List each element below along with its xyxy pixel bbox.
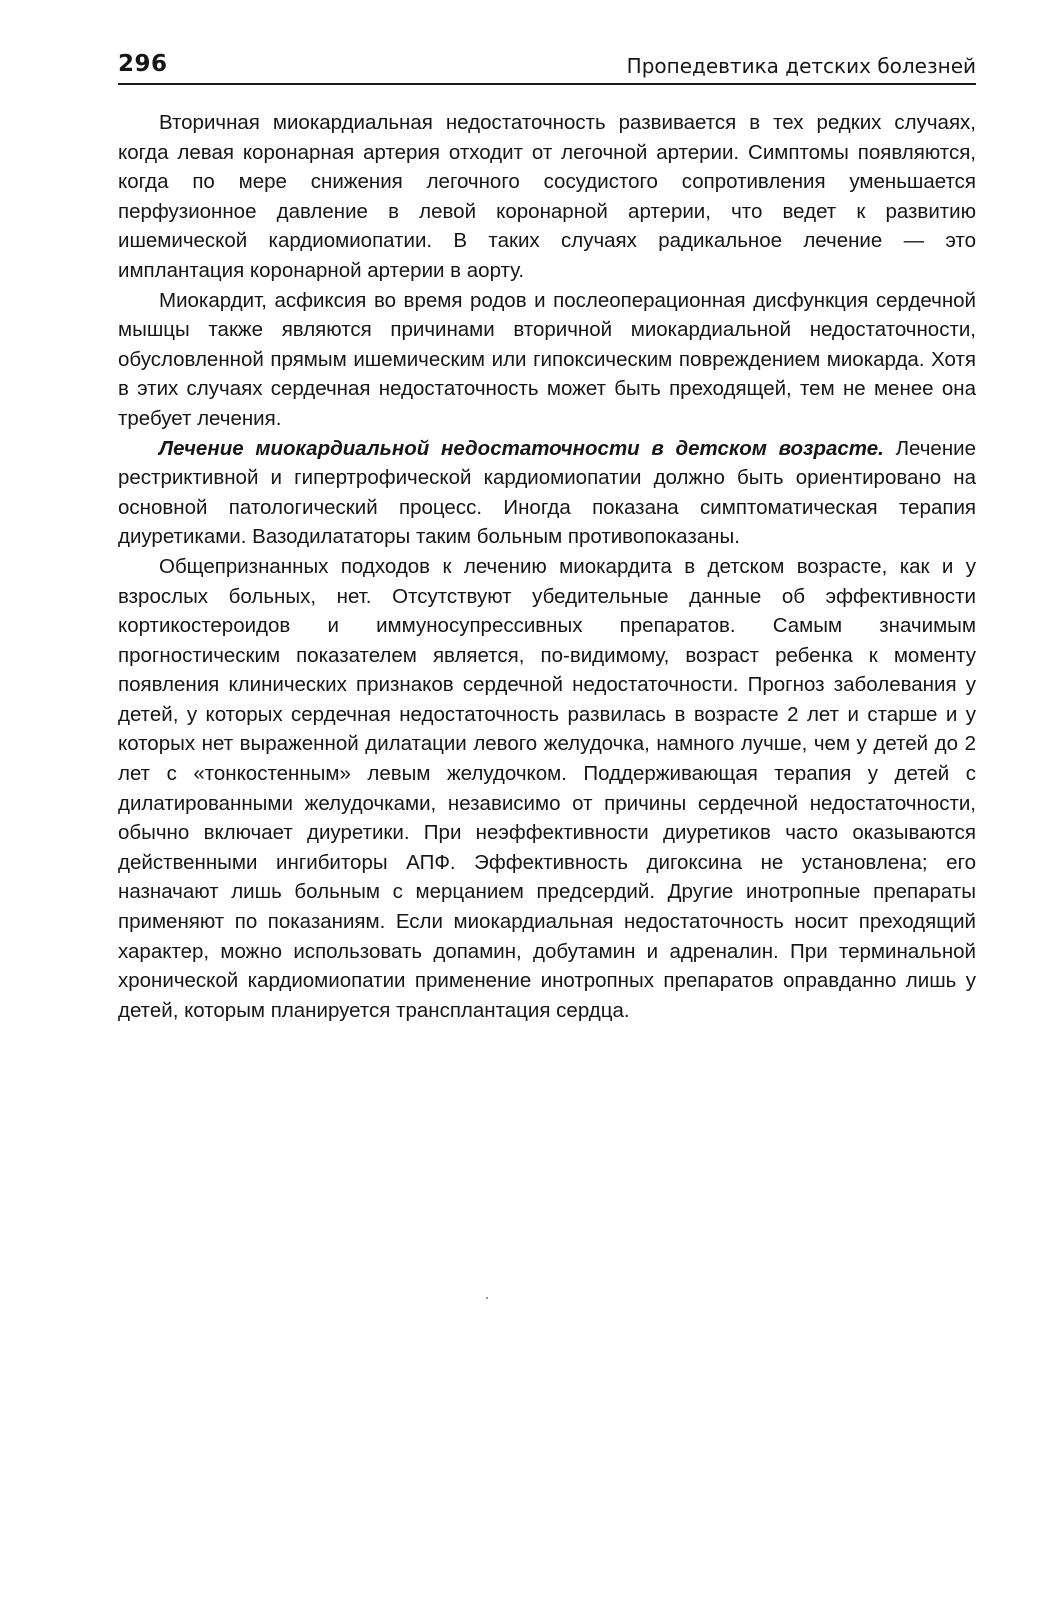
body-text xyxy=(118,108,976,1025)
book-page xyxy=(118,48,976,1025)
paragraph-text: Общепризнанных подходов к лечению миокардита в детском возрасте, как и у взрослых больных, нет. Отсутствуют убедительные данные об эффективности кортикостероидов и иммуносупрессивных препаратов. Самым значимым прогностическим показателем является, по-видимому, возраст ребенка к моменту появления клинических признаков сердечной недостаточности. Прогноз заболевания у детей, у которых сердечная недостаточность развилась в возрасте 2 лет и старше и у которых нет выраженной дилатации левого желудочка, намного лучше, чем у детей до 2 лет с «тонкостенным» левым желудочком. Поддерживающая терапия у детей с дилатированными желудочками, независимо от причины сердечной недостаточности, обычно включает диуретики. При неэффективности диуретиков часто оказываются действенными ингибиторы АПФ. Эффективность дигоксина не установлена; его назначают лишь больным с мерцанием предсердий. Другие инотропные препараты применяют по показаниям. Если миокардиальная недостаточность носит преходящий характер, можно использовать допамин, добутамин и адреналин. При терминальной хронической кардиомиопатии применение инотропных препаратов оправданно лишь у детей, которым планируется трансплантация сердца. xyxy=(118,554,976,1022)
paragraph-myocarditis-treatment xyxy=(118,552,976,1026)
paragraph-text: Вторичная миокардиальная недостаточность развивается в тех редких случаях, когда левая коронарная артерия отходит от легочной артерии. Симптомы появляются, когда по мере снижения легочного сосудистого сопротивления уменьшается перфузионное давление в левой коронарной артерии, что ведет к развитию ишемической кардиомиопатии. В таких случаях радикальное лечение — это имплантация коронарной артерии в аорту. xyxy=(118,111,976,282)
running-head xyxy=(118,48,976,86)
paragraph-treatment xyxy=(118,434,976,552)
paragraph-secondary-insufficiency xyxy=(118,108,976,286)
running-title: Пропедевтика детских болезней xyxy=(626,54,976,78)
run-in-heading: Лечение миокардиальной недостаточности в детском возрасте. xyxy=(159,436,884,460)
scan-speck xyxy=(486,1297,488,1299)
paragraph-text: Лечение рестриктивной и гипертрофической кардиомиопатии должно быть ориентировано на основной патологический процесс. Иногда показана симптоматическая терапия диуретиками. Вазодилататоры таким больным противопоказаны. xyxy=(118,436,976,549)
paragraph-myocarditis-causes xyxy=(118,286,976,434)
page-number: 296 xyxy=(118,51,168,77)
paragraph-text: Миокардит, асфиксия во время родов и послеоперационная дисфункция сердечной мышцы также являются причинами вторичной миокардиальной недостаточности, обусловленной прямым ишемическим или гипоксическим повреждением миокарда. Хотя в этих случаях сердечная недостаточность может быть преходящей, тем не менее она требует лечения. xyxy=(118,288,976,430)
header-rule xyxy=(118,83,976,85)
